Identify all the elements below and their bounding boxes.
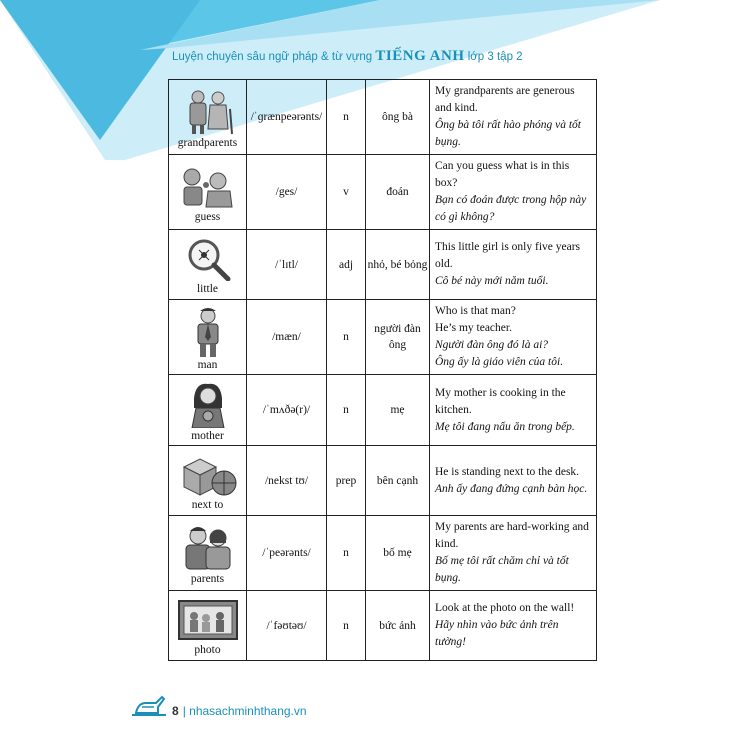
word-label: little [196,283,219,295]
word-label: guess [194,210,221,223]
box-ball-illustration [178,453,238,497]
title-emphasis: TIẾNG ANH [375,48,465,64]
example-vietnamese: Bạn có đoán được trong hộp này có gì không? [435,194,587,223]
example-vietnamese: Bố mẹ tôi rất chăm chỉ và tốt bụng. [435,555,569,584]
table-row [169,446,597,516]
pronunciation-cell: /ges/ [247,155,327,230]
part-of-speech-cell: prep [327,446,366,516]
word-cell [169,80,247,155]
example-english: Can you guess what is in this box? [435,160,570,189]
example-cell [430,591,597,661]
word-cell [169,446,247,516]
table-row [169,591,597,661]
example-english: My grandparents are generous and kind. [435,85,575,114]
word-cell [169,155,247,230]
example-english: My mother is cooking in the kitchen. [435,386,566,416]
word-cell [169,516,247,591]
table-row [169,375,597,446]
table-row [169,80,597,155]
pronunciation-cell: /nekst tʊ/ [247,446,327,516]
example-vietnamese: Hãy nhìn vào bức ảnh trên tường! [435,619,559,648]
example-vietnamese: Mẹ tôi đang nấu ăn trong bếp. [435,420,575,433]
page-footer [172,704,307,718]
publisher-site: | nhasachminhthang.vn [182,704,307,718]
pronunciation-cell: /ˈɡrænpeərənts/ [247,80,327,155]
meaning-cell: nhỏ, bé bỏng [366,230,430,300]
word-label: next to [191,499,224,511]
pronunciation-cell: /ˈmʌðə(r)/ [247,375,327,446]
part-of-speech-cell: n [327,80,366,155]
table-row [169,230,597,300]
title-prefix: Luyện chuyên sâu ngữ pháp & từ vựng [172,51,376,63]
page-number: 8 [172,704,179,718]
example-cell [430,516,597,591]
part-of-speech-cell: v [327,155,366,230]
example-vietnamese: Người đàn ông đó là ai? [435,339,549,351]
example-english: Who is that man? [435,305,516,317]
part-of-speech-cell: adj [327,230,366,300]
meaning-cell: đoán [366,155,430,230]
guess-illustration [178,165,238,209]
example-english: Look at the photo on the wall! [435,602,575,614]
word-cell [169,591,247,661]
word-label: photo [194,644,221,656]
writing-hand-icon [130,693,168,719]
meaning-cell: mẹ [366,375,430,446]
table-row [169,155,597,230]
magnifier-illustration [178,237,238,281]
word-cell [169,375,247,446]
part-of-speech-cell: n [327,300,366,375]
meaning-cell: bên cạnh [366,446,430,516]
table-row [169,516,597,591]
example-vietnamese: Anh ấy đang đứng cạnh bàn học. [435,482,588,495]
vocabulary-table [168,79,597,661]
pronunciation-cell: /ˈlɪtl/ [247,230,327,300]
example-cell [430,375,597,446]
example-cell [430,80,597,155]
pronunciation-cell: /ˈpeərənts/ [247,516,327,591]
parents-illustration [178,525,238,571]
page-header-title [172,48,523,65]
pronunciation-cell: /ˈfəʊtəʊ/ [247,591,327,661]
example-english: This little girl is only five years old. [435,241,581,270]
example-vietnamese: Ông bà tôi rất hào phóng và tốt bụng. [435,119,581,148]
example-english: My parents are hard-working and kind. [435,521,589,550]
meaning-cell: bố mẹ [366,516,430,591]
meaning-cell: bức ảnh [366,591,430,661]
example-cell [430,155,597,230]
word-cell [169,230,247,300]
part-of-speech-cell: n [327,591,366,661]
word-label: mother [191,429,224,442]
part-of-speech-cell: n [327,516,366,591]
mother-illustration [178,382,238,428]
example-cell [430,446,597,516]
example-english: He is standing next to the desk. [435,465,580,478]
word-label: parents [190,572,225,585]
word-cell [169,300,247,375]
example-cell [430,300,597,375]
example-vietnamese: Cô bé này mới năm tuổi. [435,275,549,287]
meaning-cell: người đàn ông [366,300,430,375]
example-vietnamese: Ông ấy là giáo viên của tôi. [435,356,564,368]
title-suffix: lớp 3 tập 2 [464,51,523,63]
example-cell [430,230,597,300]
pronunciation-cell: /mæn/ [247,300,327,375]
man-illustration [178,307,238,357]
word-label: grandparents [177,136,238,149]
photo-frame-illustration [176,598,240,642]
word-label: man [197,358,218,371]
table-row [169,300,597,375]
example-english: He’s my teacher. [435,322,512,334]
part-of-speech-cell: n [327,375,366,446]
meaning-cell: ông bà [366,80,430,155]
grandparents-illustration [178,89,238,135]
